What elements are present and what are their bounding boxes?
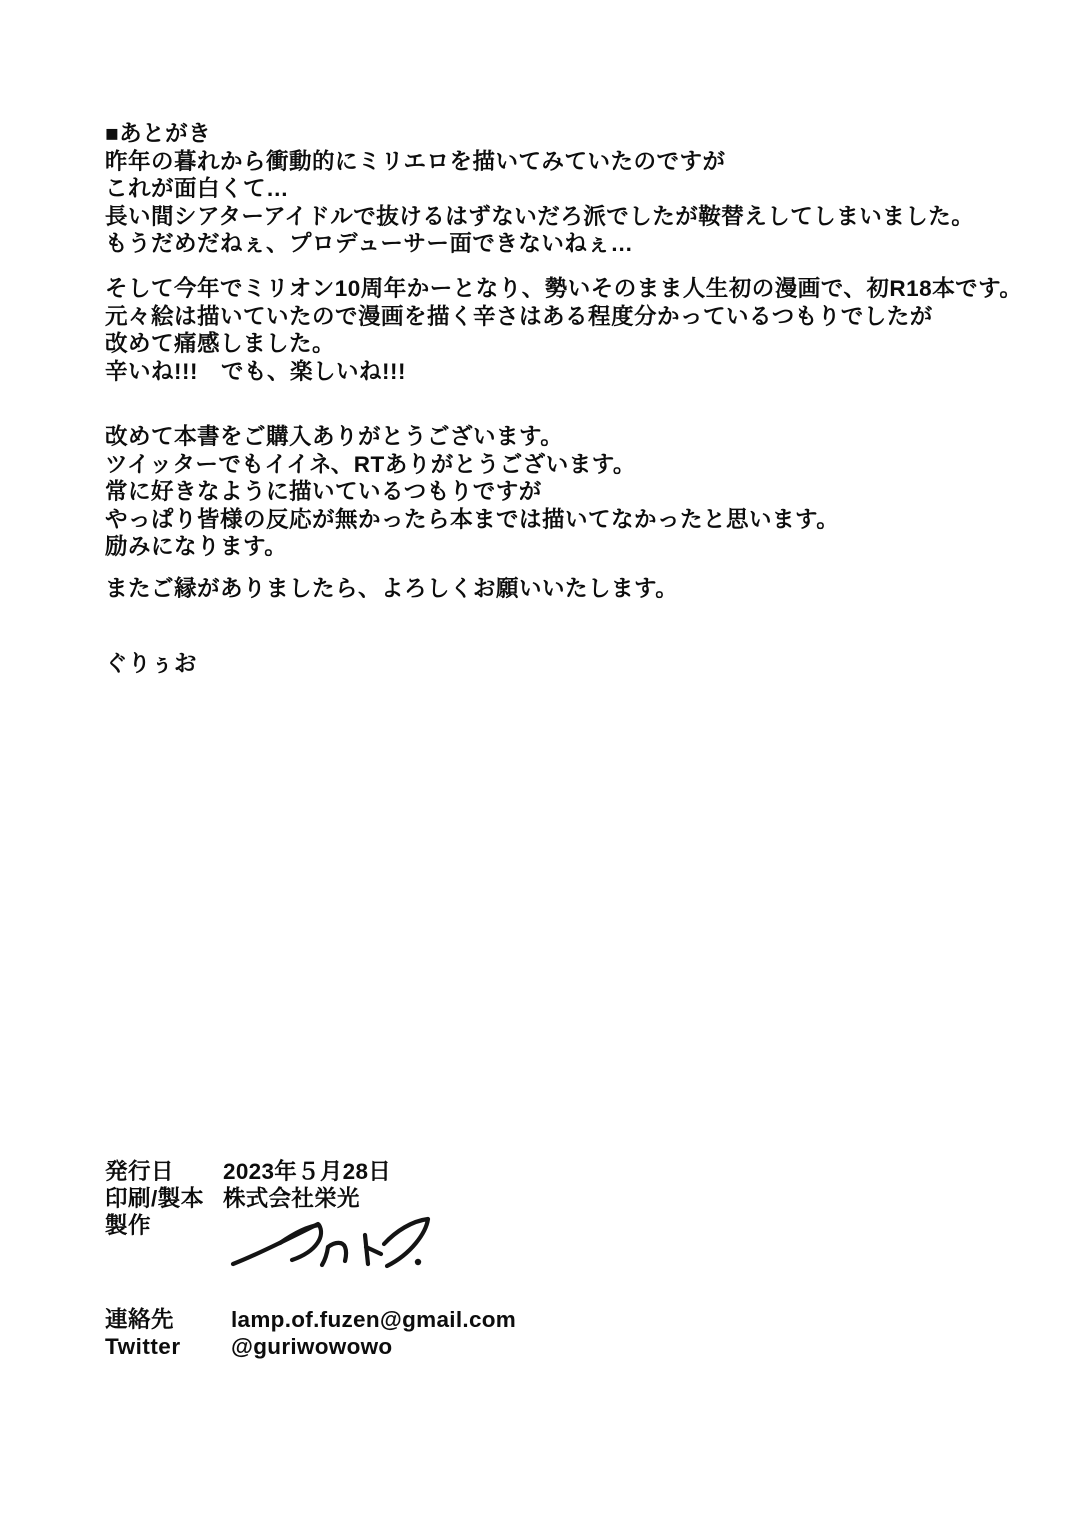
- author-name-text: ぐりぅお: [105, 651, 198, 676]
- afterword-p2-line: 元々絵は描いていたので漫画を描く辛さはある程度分かっているつもりでしたが: [105, 303, 933, 329]
- afterword-p3-line: 励みになります。: [105, 534, 288, 559]
- afterword-p3-line: やっぱり皆様の反応が無かったら本までは描いてなかったと思います。: [105, 506, 840, 532]
- afterword-p1-line: もうだめだねぇ、プロデューサー面できないねぇ…: [105, 231, 634, 256]
- colophon-row-production: [105, 1212, 223, 1239]
- colophon-row-twitter: [105, 1333, 392, 1360]
- afterword-closing-line: またご縁がありましたら、よろしくお願いいたします。: [105, 576, 679, 601]
- afterword-closing: [105, 575, 678, 603]
- afterword-p2-line: そして今年でミリオン10周年かーとなり、勢いそのまま人生初の漫画で、初R18本です。: [105, 276, 1023, 301]
- afterword-paragraph3: [105, 423, 839, 561]
- afterword-p2-line: 改めて痛感しました。: [105, 331, 336, 356]
- issue-date-value: 2023年５月28日: [223, 1159, 392, 1184]
- production-label: 製作: [105, 1213, 152, 1238]
- afterword-heading: ■あとがき: [105, 121, 212, 146]
- handwritten-signature: [228, 1213, 440, 1279]
- contact-label: 連絡先: [105, 1307, 175, 1332]
- issue-date-label: 発行日: [105, 1159, 175, 1184]
- afterword-p3-line: ツイッターでもイイネ、RTありがとうございます。: [105, 451, 636, 477]
- twitter-handle: @guriwowowo: [231, 1334, 393, 1359]
- colophon-row-printer: [105, 1185, 360, 1212]
- afterword-p1-line: 昨年の暮れから衝動的にミリエロを描いてみていたのですが: [105, 148, 726, 174]
- colophon-row-issue-date: [105, 1158, 391, 1185]
- contact-email: lamp.of.fuzen@gmail.com: [231, 1307, 517, 1332]
- afterword-p1-line: 長い間シアターアイドルで抜けるはずないだろ派でしたが鞍替えしてしまいました。: [105, 203, 975, 229]
- afterword-p3-line: 改めて本書をご購入ありがとうございます。: [105, 424, 564, 449]
- afterword-paragraph2: [105, 275, 1022, 385]
- afterword-intro-block: [105, 120, 974, 258]
- colophon-row-contact: [105, 1306, 516, 1333]
- afterword-p3-line: 常に好きなように描いているつもりですが: [105, 479, 542, 504]
- printer-label: 印刷/製本: [105, 1186, 204, 1211]
- signature-drawing: [228, 1213, 440, 1279]
- author-name: [105, 650, 197, 678]
- afterword-p1-line: これが面白くて…: [105, 176, 290, 201]
- printer-value: 株式会社栄光: [223, 1186, 360, 1211]
- afterword-p2-line: 辛いね!!! でも、楽しいね!!!: [105, 358, 406, 384]
- twitter-label: Twitter: [105, 1334, 181, 1359]
